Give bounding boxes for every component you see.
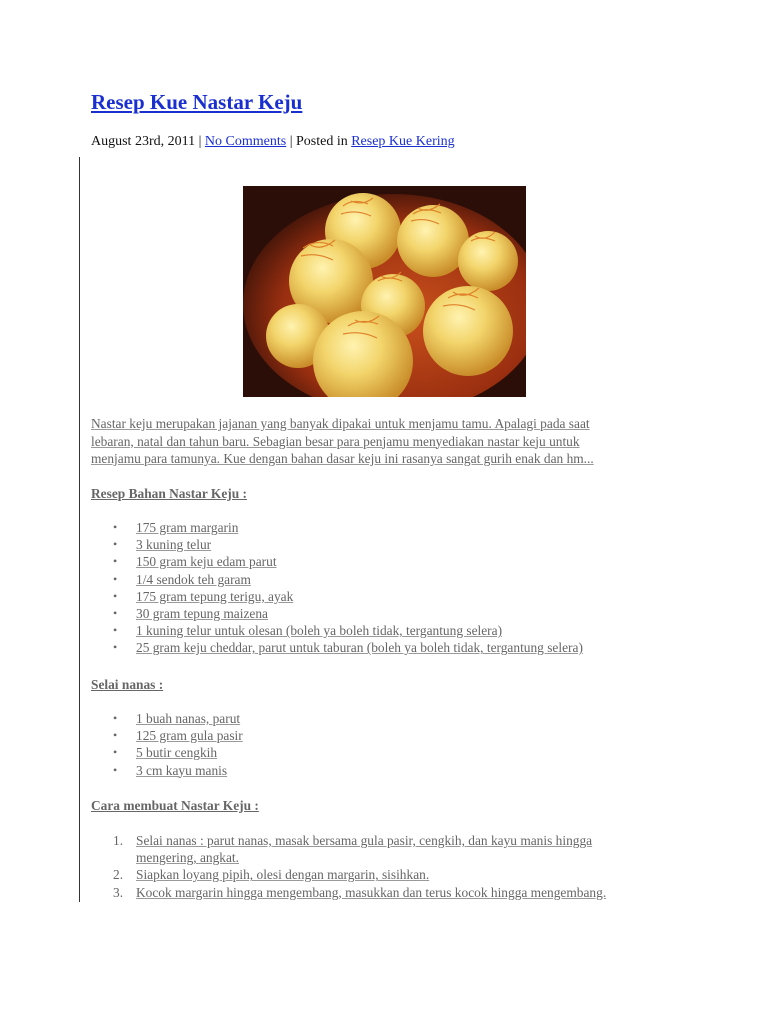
ingredient-text: 175 gram margarin <box>136 520 239 535</box>
ingredient-text: 150 gram keju edam parut <box>136 554 277 570</box>
post-title-link[interactable]: Resep Kue Nastar Keju <box>91 90 303 114</box>
category-link[interactable]: Resep Kue Kering <box>351 134 455 149</box>
selai-heading: Selai nanas : <box>91 677 164 692</box>
step-text: Kocok margarin hingga mengembang, masukkan dan terus kocok hingga mengembang. <box>136 884 607 900</box>
selai-item-text: 1 buah nanas, parut <box>136 711 241 726</box>
bullet-icon: • <box>113 554 118 569</box>
ingredient-text: 175 gram tepung terigu, ayak <box>136 588 294 604</box>
selai-item-text: 3 cm kayu manis <box>136 762 228 778</box>
bullet-icon: • <box>113 588 118 603</box>
ingredient-text: 1 kuning telur untuk olesan (boleh ya boleh tidak, tergantung selera) <box>136 623 503 639</box>
ingredient-text: 3 kuning telur <box>136 537 212 553</box>
list-item <box>113 553 583 570</box>
comments-link[interactable]: No Comments <box>204 134 287 149</box>
cookie-photo-illustration <box>243 186 526 397</box>
ingredient-text: 1/4 sendok teh garam <box>136 571 251 587</box>
step-number: 2. <box>113 867 124 883</box>
ingredient-text: 25 gram keju cheddar, parut untuk taburan (boleh ya boleh tidak, tergantung selera) <box>136 640 583 656</box>
bullet-icon: • <box>113 537 118 552</box>
list-item <box>113 710 243 727</box>
bullet-icon: • <box>113 520 118 534</box>
meta-separator: | <box>195 134 205 149</box>
bullet-icon: • <box>113 745 118 760</box>
step-item <box>113 884 656 901</box>
method-heading: Cara membuat Nastar Keju : <box>91 798 259 813</box>
posted-in-label: | Posted in <box>286 134 352 149</box>
list-item <box>113 762 243 779</box>
bullet-icon: • <box>113 728 118 743</box>
list-item <box>113 536 583 553</box>
list-item <box>113 727 243 744</box>
ingredient-text: 30 gram tepung maizena <box>136 605 268 621</box>
step-text: Siapkan loyang pipih, olesi dengan margarin, sisihkan. <box>136 867 430 883</box>
step-item <box>113 832 656 866</box>
list-item <box>113 744 243 761</box>
intro-paragraph <box>91 415 671 468</box>
selai-item-text: 125 gram gula pasir <box>136 728 243 744</box>
list-item <box>113 588 583 605</box>
ingredients-list <box>113 519 583 657</box>
post-meta <box>91 134 455 150</box>
list-item <box>113 639 583 656</box>
bullet-icon: • <box>113 762 118 777</box>
step-number: 1. <box>113 833 124 848</box>
selai-item-text: 5 butir cengkih <box>136 745 218 761</box>
bullet-icon: • <box>113 711 118 725</box>
nastar-cheese-cookies-photo <box>243 186 526 397</box>
list-item <box>113 571 583 588</box>
list-item <box>113 605 583 622</box>
list-item <box>113 622 583 639</box>
bullet-icon: • <box>113 640 118 655</box>
bullet-icon: • <box>113 605 118 620</box>
intro-line-3: menjamu para tamunya. Kue dengan bahan dasar keju ini rasanya sangat gurih enak dan hm... <box>91 451 594 466</box>
ingredients-heading: Resep Bahan Nastar Keju : <box>91 486 247 501</box>
left-margin-rule <box>79 157 80 902</box>
intro-line-2: lebaran, natal dan tahun baru. Sebagian besar para penjamu menyediakan nastar keju untuk <box>91 433 580 449</box>
list-item <box>113 519 583 536</box>
step-item <box>113 866 656 883</box>
selai-list <box>113 710 243 779</box>
step-number: 3. <box>113 884 124 900</box>
step-text: Selai nanas : parut nanas, masak bersama gula pasir, cengkih, dan kayu manis hingga mengering, angkat. <box>136 833 593 866</box>
intro-line-1: Nastar keju merupakan jajanan yang banyak dipakai untuk menjamu tamu. Apalagi pada saat <box>91 416 590 431</box>
bullet-icon: • <box>113 623 118 638</box>
post-date: August 23rd, 2011 <box>91 134 196 149</box>
method-steps <box>113 832 656 901</box>
bullet-icon: • <box>113 571 118 586</box>
